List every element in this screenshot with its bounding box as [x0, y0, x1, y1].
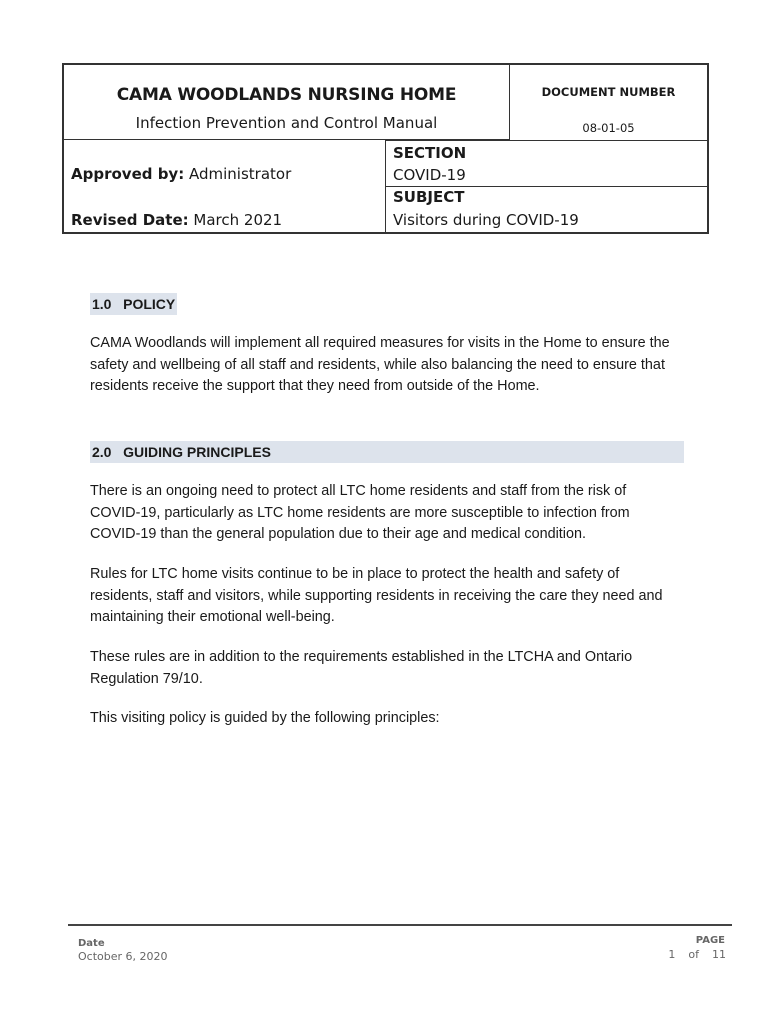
section-label: SECTION	[393, 144, 467, 162]
policy-paragraph: CAMA Woodlands will implement all required measures for visits in the Home to ensure the safety and wellbeing of all staff and residents, while also balancing the need to ensure that residents receive the support that they need from outside of the Home.	[90, 335, 670, 394]
subject-cell	[386, 187, 707, 232]
revised-date-row	[71, 211, 282, 229]
approved-by-value: Administrator	[189, 165, 292, 183]
section-value: COVID-19	[393, 166, 466, 184]
guiding-principles-heading: 2.0 GUIDING PRINCIPLES	[90, 441, 684, 463]
policy-heading: 1.0 POLICY	[90, 293, 177, 315]
principles-paragraph-1: There is an ongoing need to protect all LTC home residents and staff from the risk of COVID-19, particularly as LTC home residents are more susceptible to infection from COVID-19 than the general population due to their age and medical condition.	[90, 483, 630, 542]
footer-divider	[68, 924, 732, 926]
approved-by-label: Approved by:	[71, 165, 185, 183]
document-number-label: DOCUMENT NUMBER	[541, 85, 676, 99]
approved-by-row	[71, 165, 291, 183]
document-number: 08-01-05	[582, 121, 635, 135]
organization-cell	[64, 65, 510, 140]
principles-paragraph-2: Rules for LTC home visits continue to be in place to protect the health and safety of residents, staff and visitors, while supporting residents in receiving the care they need and maintaining their emotional well-being.	[90, 566, 663, 625]
revised-date-value: March 2021	[193, 211, 283, 229]
subject-label: SUBJECT	[393, 188, 465, 206]
approved-by-cell	[64, 140, 386, 187]
footer-page-number: 1 of 11	[668, 948, 726, 961]
footer-date-label: Date	[78, 938, 105, 949]
subject-value: Visitors during COVID-19	[393, 211, 579, 229]
document-number-cell	[510, 65, 707, 140]
principles-paragraph-3: These rules are in addition to the requirements established in the LTCHA and Ontario Regulation 79/10.	[90, 649, 633, 687]
manual-title: Infection Prevention and Control Manual	[135, 114, 438, 132]
section-cell	[386, 140, 707, 187]
revised-date-label: Revised Date:	[71, 211, 189, 229]
footer-date-value: October 6, 2020	[78, 950, 168, 963]
principles-paragraph-4: This visiting policy is guided by the following principles:	[90, 710, 440, 726]
revised-date-cell	[64, 187, 386, 232]
footer-page-label: PAGE	[695, 935, 725, 946]
organization-name: CAMA WOODLANDS NURSING HOME	[116, 85, 457, 105]
document-header-table	[62, 63, 709, 234]
